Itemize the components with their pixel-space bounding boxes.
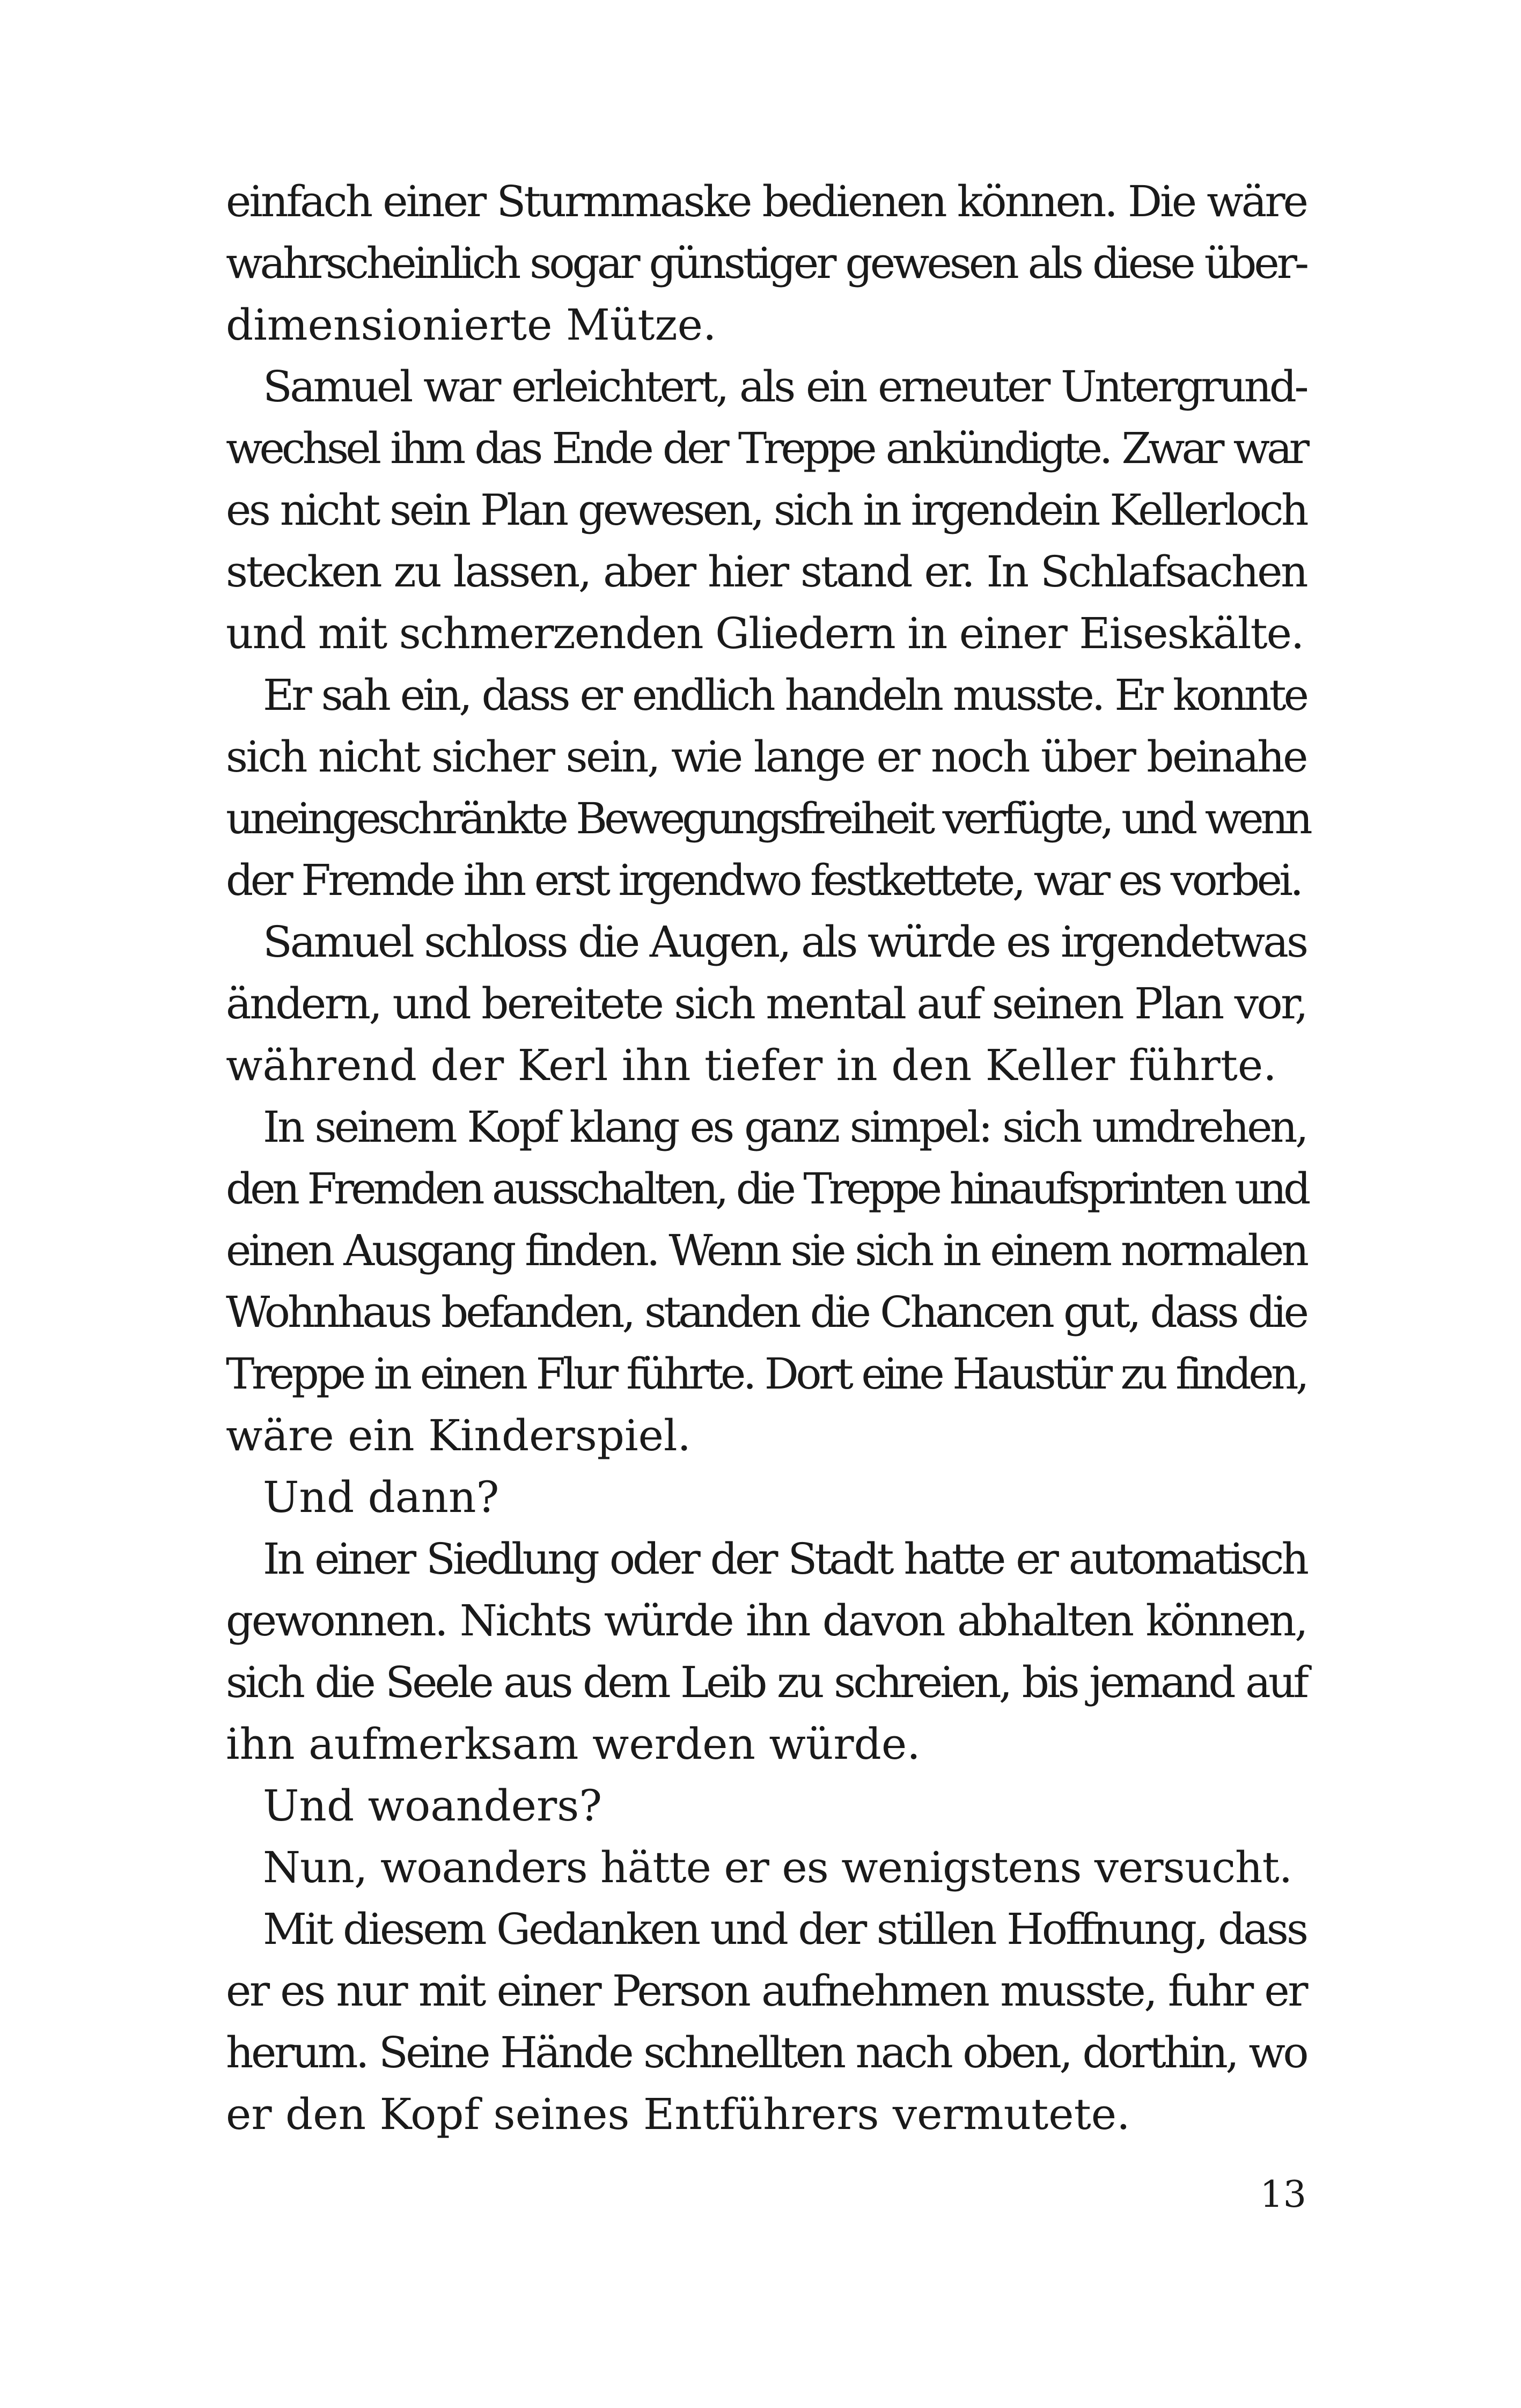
text-line: sich nicht sicher sein, wie lange er noch über beinahe <box>226 732 1306 782</box>
text-line: Samuel war erleichtert, als ein erneuter Untergrund- <box>263 362 1306 412</box>
text-line: Wohnhaus befanden, standen die Chancen gut, dass die <box>226 1287 1306 1337</box>
text-line: Und woanders? <box>263 1781 602 1831</box>
text-line: uneingeschränkte Bewegungsfreiheit verfügte, und wenn <box>226 794 1310 843</box>
text-line: der Fremde ihn erst irgendwo festkettete, war es vorbei. <box>226 855 1301 905</box>
text-line: er den Kopf seines Entführers vermutete. <box>226 2089 1130 2139</box>
text-line: Er sah ein, dass er endlich handeln musste. Er konnte <box>263 670 1306 720</box>
text-line: den Fremden ausschalten, die Treppe hinaufsprinten und <box>226 1164 1308 1214</box>
text-line: gewonnen. Nichts würde ihn davon abhalten können, <box>226 1596 1306 1646</box>
text-line: In seinem Kopf klang es ganz simpel: sich umdrehen, <box>263 1102 1306 1152</box>
text-line: ihn aufmerksam werden würde. <box>226 1719 921 1769</box>
text-line: Treppe in einen Flur führte. Dort eine Haustür zu finden, <box>226 1349 1306 1399</box>
text-line: wäre ein Kinderspiel. <box>226 1411 691 1460</box>
text-line: wahrscheinlich sogar günstiger gewesen als diese über- <box>226 238 1306 288</box>
text-line: dimensionierte Mütze. <box>226 300 717 350</box>
text-line: er es nur mit einer Person aufnehmen musste, fuhr er <box>226 1966 1306 2016</box>
text-line: Samuel schloss die Augen, als würde es irgendetwas <box>263 917 1306 967</box>
text-line: während der Kerl ihn tiefer in den Keller führte. <box>226 1040 1277 1090</box>
text-line: es nicht sein Plan gewesen, sich in irgendein Kellerloch <box>226 485 1306 535</box>
text-line: herum. Seine Hände schnellten nach oben, dorthin, wo <box>226 2028 1306 2077</box>
body-text <box>226 171 1310 2145</box>
text-line: einfach einer Sturmmaske bedienen können. Die wäre <box>226 177 1306 226</box>
text-line: ändern, und bereitete sich mental auf seinen Plan vor, <box>226 979 1306 1029</box>
text-line: Nun, woanders hätte er es wenigstens versucht. <box>263 1842 1292 1892</box>
text-line: wechsel ihm das Ende der Treppe ankündigte. Zwar war <box>226 423 1306 473</box>
text-line: Und dann? <box>263 1472 499 1522</box>
text-line: stecken zu lassen, aber hier stand er. In Schlafsachen <box>226 547 1306 597</box>
page-number: 13 <box>1260 2174 1306 2216</box>
text-line: einen Ausgang finden. Wenn sie sich in einem normalen <box>226 1225 1306 1275</box>
text-line: Mit diesem Gedanken und der stillen Hoffnung, dass <box>263 1904 1306 1954</box>
text-line: In einer Siedlung oder der Stadt hatte er automatisch <box>263 1534 1306 1584</box>
text-line: und mit schmerzenden Gliedern in einer Eiseskälte. <box>226 608 1304 658</box>
text-line: sich die Seele aus dem Leib zu schreien, bis jemand auf <box>226 1657 1306 1707</box>
